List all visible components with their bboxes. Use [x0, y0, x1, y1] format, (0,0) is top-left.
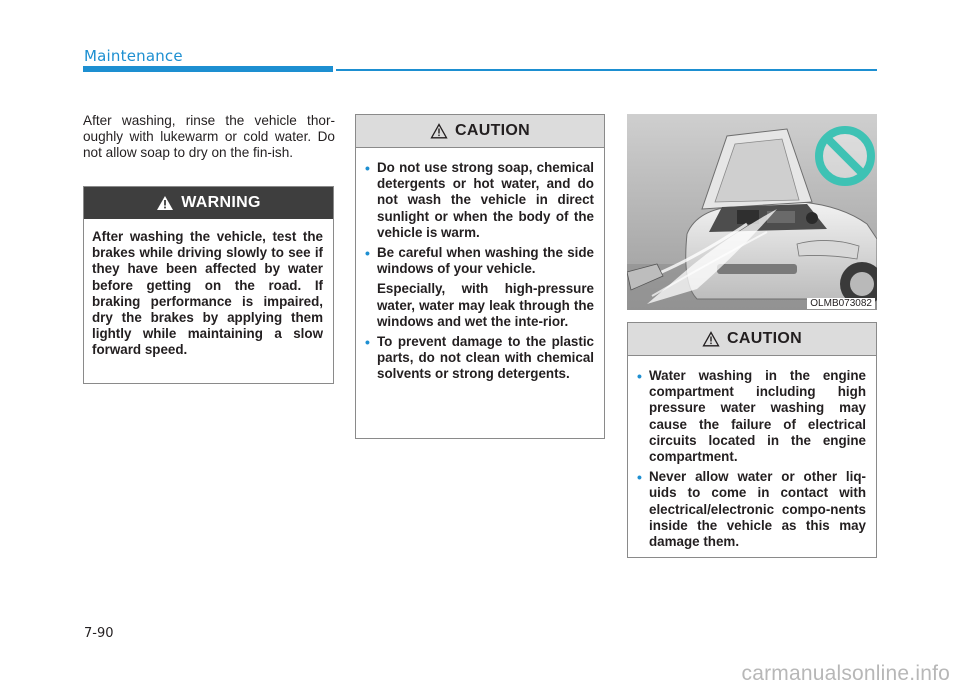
caution-engine-title: CAUTION	[727, 330, 802, 347]
section-title: Maintenance	[84, 47, 183, 65]
caution-washing-list	[364, 160, 594, 383]
header-rule-thin	[336, 69, 877, 71]
list-item-text: Be careful when washing the side windows of your vehicle.	[377, 245, 594, 277]
list-item: • To prevent damage to the plastic parts, do not clean with chemical solvents or strong detergents.	[364, 334, 594, 383]
page-number: 7-90	[84, 626, 114, 641]
warning-body	[84, 219, 333, 369]
no-entry-icon	[816, 127, 874, 185]
caution-washing-body	[356, 148, 604, 393]
list-item: • Do not use strong soap, chemical detergents or hot water, and do not wash the vehicle in direct sunlight or when the body of the vehicle is warm.	[364, 160, 594, 241]
list-item-subtext: Especially, with high-pressure water, water may leak through the windows and wet the inte-rior.	[377, 281, 594, 329]
caution-engine-list	[636, 368, 866, 550]
warning-header	[84, 187, 333, 219]
caution-washing-title: CAUTION	[455, 122, 530, 139]
list-item	[364, 245, 594, 330]
warning-title: WARNING	[181, 194, 261, 211]
caution-engine-body	[628, 356, 876, 560]
figure-label: OLMB073082	[807, 298, 875, 309]
watermark: carmanualsonline.info	[741, 662, 950, 685]
header-rule-thick	[83, 66, 333, 72]
caution-washing-box	[355, 114, 605, 439]
engine-wash-illustration	[627, 114, 877, 310]
warning-text: After washing the vehicle, test the brakes while driving slowly to see if they have been affected by water before getting on the road. If braking performance is impaired, dry the brakes by applying them lightly while maintaining a slow forward speed.	[92, 229, 323, 358]
caution-washing-header	[356, 115, 604, 148]
caution-triangle-icon	[702, 331, 720, 347]
warning-box	[83, 186, 334, 384]
caution-triangle-icon	[430, 123, 448, 139]
warning-triangle-icon	[156, 195, 174, 211]
intro-paragraph: After washing, rinse the vehicle thor-oughly with lukewarm or cold water. Do not allow soap to dry on the fin-ish.	[83, 113, 335, 160]
caution-engine-header	[628, 323, 876, 356]
list-item: • Water washing in the engine compartment including high pressure water washing may cause the failure of electrical circuits located in the engine compartment.	[636, 368, 866, 465]
car-engine-image	[627, 114, 877, 310]
caution-engine-box	[627, 322, 877, 558]
list-item: • Never allow water or other liq-uids to come in contact with electrical/electronic compo-nents inside the vehicle as this may damage them.	[636, 469, 866, 550]
